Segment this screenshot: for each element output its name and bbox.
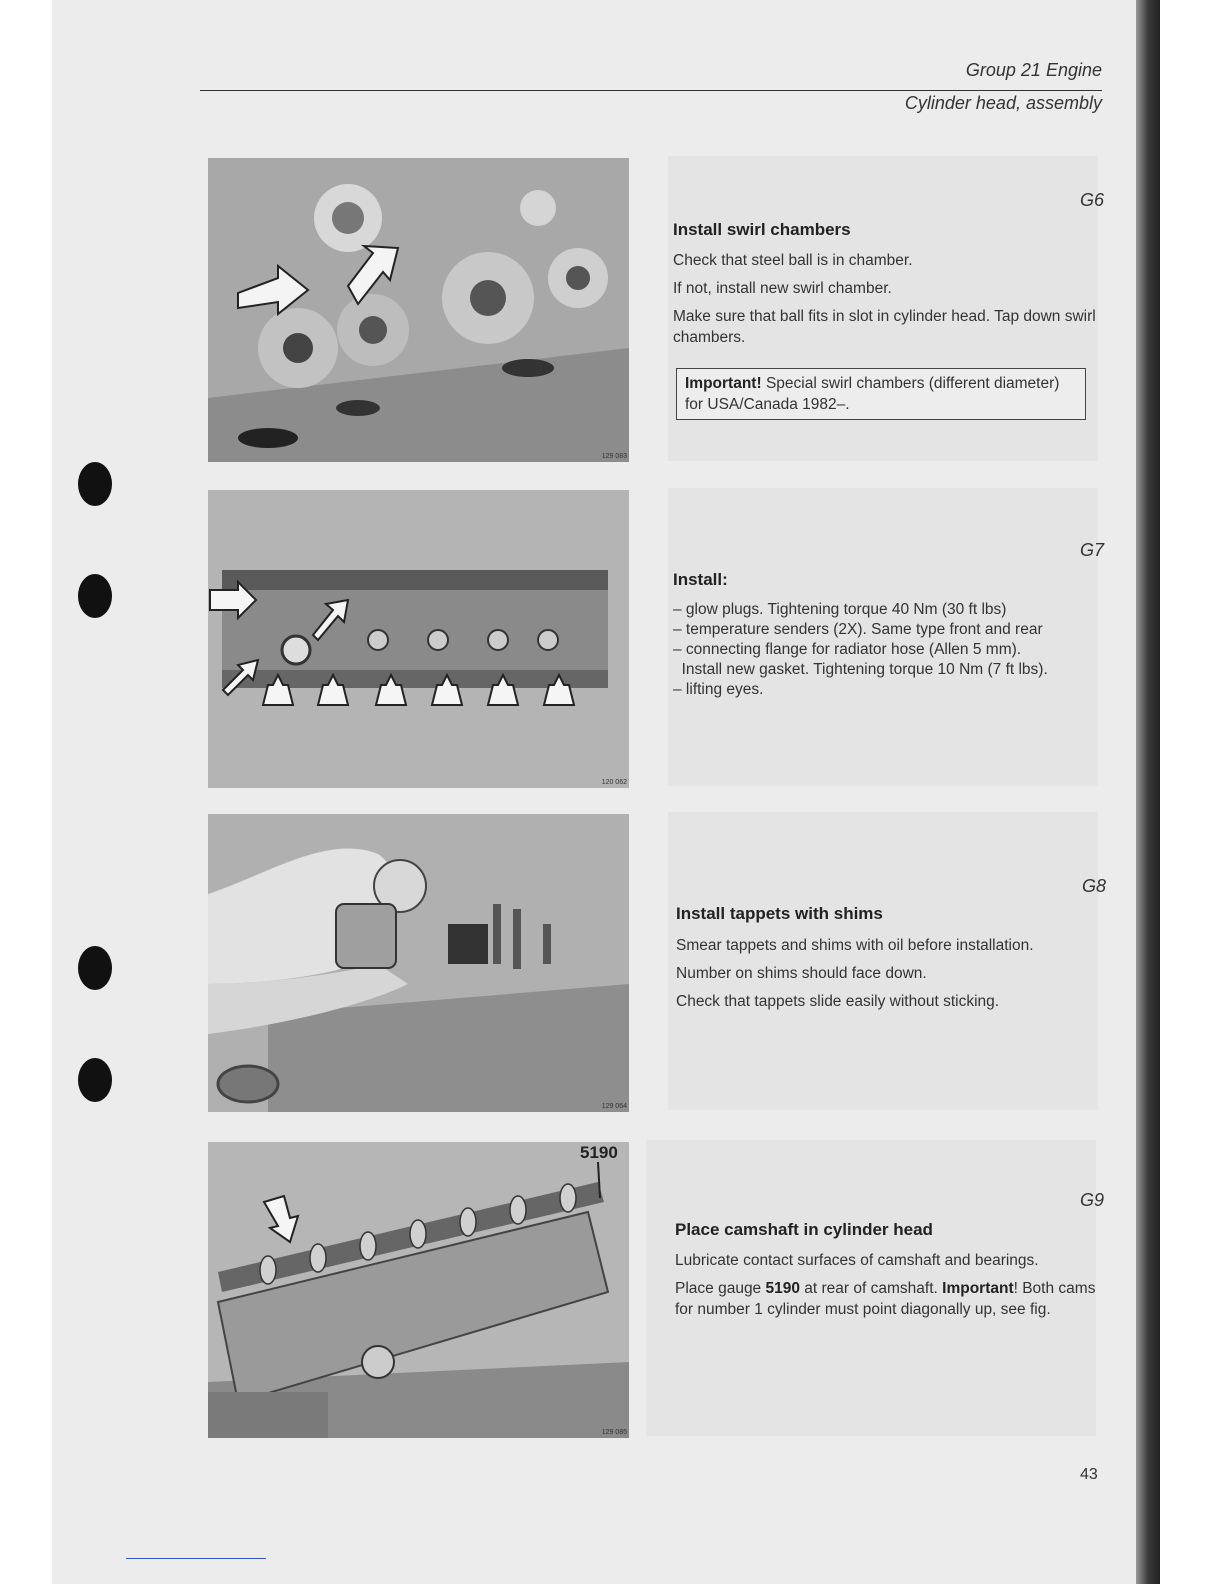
header-subtitle: Cylinder head, assembly xyxy=(904,93,1102,113)
step-id: G9 xyxy=(1080,1190,1105,1210)
scan-margin-left xyxy=(0,0,52,1584)
step-text: Number on shims should face down. xyxy=(676,965,927,982)
binder-hole xyxy=(78,574,112,618)
step-text xyxy=(675,1278,1105,1320)
photo-tappets-shims xyxy=(208,814,629,1112)
binder-edge xyxy=(1136,0,1160,1584)
photo-number: 129 083 xyxy=(601,453,627,460)
important-label: Important xyxy=(942,1280,1014,1297)
text-run: ! Both cams for number 1 cylinder must point diagonally up, see fig. xyxy=(675,1280,1096,1318)
important-label: Important! xyxy=(685,375,762,392)
step-text: If not, install new swirl chamber. xyxy=(673,280,892,297)
photo-number: 120 062 xyxy=(601,779,627,786)
photo-swirl-chambers xyxy=(208,158,629,462)
step-title: Install: xyxy=(673,570,728,589)
binder-hole xyxy=(78,1058,112,1102)
step-id: G8 xyxy=(1082,876,1107,896)
gauge-callout-label: 5190 xyxy=(580,1143,618,1162)
page-number: 43 xyxy=(1080,1466,1098,1483)
header-rule xyxy=(200,90,1102,91)
step-text: Smear tappets and shims with oil before installation. xyxy=(676,937,1034,954)
footer-link-underline xyxy=(126,1558,266,1559)
binder-hole xyxy=(78,946,112,990)
text-run: Place gauge xyxy=(675,1280,766,1297)
binder-hole xyxy=(78,462,112,506)
list-item: – connecting flange for radiator hose (Allen 5 mm). xyxy=(673,641,1022,658)
step-id: G7 xyxy=(1080,540,1105,560)
header-group: Group 21 Engine xyxy=(965,60,1102,80)
photo-cylinder-head-side xyxy=(208,490,629,788)
step-id: G6 xyxy=(1080,190,1105,210)
step-title: Install tappets with shims xyxy=(676,904,883,923)
step-text: Check that steel ball is in chamber. xyxy=(673,252,913,269)
list-item: Install new gasket. Tightening torque 10 Nm (7 ft lbs). xyxy=(673,661,1048,678)
step-title: Place camshaft in cylinder head xyxy=(675,1220,933,1239)
step-panel xyxy=(668,812,1098,1110)
step-text: Make sure that ball fits in slot in cylinder head. Tap down swirl chambers. xyxy=(673,308,1096,346)
list-item: – lifting eyes. xyxy=(673,681,764,698)
step-text: Check that tappets slide easily without sticking. xyxy=(676,993,1000,1010)
photo-number: 129 064 xyxy=(601,1103,627,1110)
gauge-number: 5190 xyxy=(765,1280,800,1297)
step-title: Install swirl chambers xyxy=(673,220,851,239)
photo-camshaft xyxy=(208,1142,629,1438)
list-item: – temperature senders (2X). Same type front and rear xyxy=(673,621,1043,638)
photo-number: 129 085 xyxy=(601,1429,627,1436)
important-text: Special swirl chambers (different diameter) for USA/Canada 1982–. xyxy=(685,375,1060,413)
list-item: – glow plugs. Tightening torque 40 Nm (30 ft lbs) xyxy=(673,601,1007,618)
step-text: Lubricate contact surfaces of camshaft and bearings. xyxy=(675,1252,1039,1269)
text-run: at rear of camshaft. xyxy=(799,1280,943,1297)
important-note xyxy=(676,368,1086,420)
scan-margin-right xyxy=(1160,0,1224,1584)
